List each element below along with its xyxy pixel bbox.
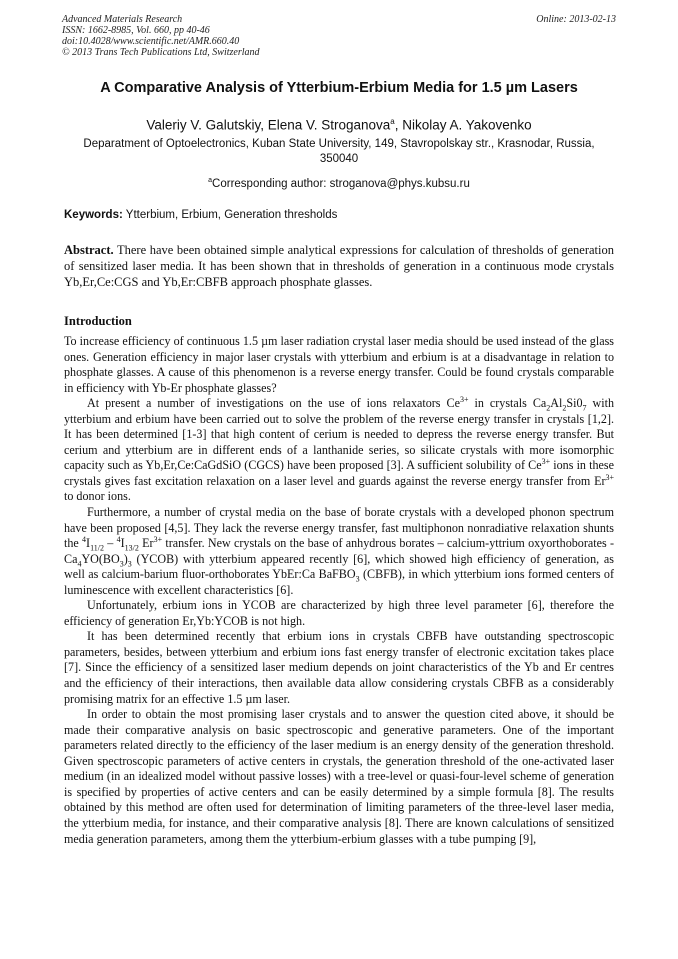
corr-email[interactable]: Corresponding author: stroganova@phys.kubsu.ru bbox=[212, 177, 470, 190]
paper-title: A Comparative Analysis of Ytterbium-Erbium Media for 1.5 µm Lasers bbox=[100, 80, 578, 96]
paragraph-1: To increase efficiency of continuous 1.5 µm laser radiation crystal laser media should be used instead of the glass ones. Generation efficiency in major laser crystals with ytterbium and erbium is at a disadvantage in relation to phosphate glasses. A cause of this phenomenon is a reverse energy transfer. Could be found crystals comparable in efficiency with Yb-Er phosphate glasses? bbox=[64, 334, 614, 395]
author-affil-marker: a bbox=[390, 117, 395, 126]
keywords-label: Keywords: bbox=[64, 209, 123, 221]
paragraph-6: In order to obtain the most promising laser crystals and to answer the question cited above, it should be made their comparative analysis on basic spectroscopic and generative parameters. One of the important parameters related directly to the efficiency of the laser medium is an energy density of the generation threshold. Given spectroscopic parameters of active centers in crystals, the generation threshold of the one-activated laser medium (in an idealized model without passive losses) with a tree-level or quasi-four-level scheme of generation is specified by properties of active centers and can be easily determined by a simple formula [8]. The results obtained by this method are often used for determination of limiting parameters of the three-level laser media, the ytterbium media, for instance, and their comparative analysis [8]. There are known calculations of sensitized media generation parameters, among them the ytterbium-erbium glasses with a tube pumping [9], bbox=[64, 707, 614, 846]
author-names-2: , Nikolay A. Yakovenko bbox=[394, 117, 532, 133]
paragraph-5: It has been determined recently that erbium ions in crystals CBFB have outstanding spectroscopic parameters, besides, between ytterbium and erbium ions fast energy transfer of electronic excitation takes place [7]. Since the efficiency of a sensitized laser medium depends on joint characteristics of the Yb and Er centres and the efficiency of their interactions, then available data allow considering crystals CBFB as a considerably promising matrix for an effective 1.5 µm laser. bbox=[64, 629, 614, 706]
section-heading-introduction: Introduction bbox=[64, 314, 132, 328]
author-list bbox=[40, 113, 638, 135]
abstract-text: There have been obtained simple analytical expressions for calculation of thresholds of generation of sensitized laser media. It has been shown that in thresholds of generation in a continuous mode crystals Yb,Er,Ce:CGS and Yb,Er:CBFB approach phosphate glasses. bbox=[64, 243, 614, 289]
abstract-label: Abstract. bbox=[64, 243, 114, 257]
doi-line[interactable]: doi:10.4028/www.scientific.net/AMR.660.40 bbox=[62, 36, 240, 47]
corresponding-author bbox=[40, 173, 638, 192]
online-date: Online: 2013-02-13 bbox=[536, 14, 616, 25]
copyright-line: © 2013 Trans Tech Publications Ltd, Switzerland bbox=[62, 47, 260, 58]
author-names-1: Valeriy V. Galutskiy, Elena V. Stroganova bbox=[146, 117, 391, 133]
journal-name: Advanced Materials Research bbox=[62, 14, 183, 25]
keywords bbox=[64, 208, 616, 223]
keywords-text: Ytterbium, Erbium, Generation thresholds bbox=[122, 209, 338, 221]
paragraph-3: Furthermore, a number of crystal media on the base of borate crystals with a developed phonon spectrum have been proposed [4,5]. They lack the reverse energy transfer, fast multiphonon nonradiative relaxation shunts the $^4I_{11/2} - ^4I_{13/2}$ $Er^{3+}$ transfer. New crystals on the base of anhydrous borates – calcium-yttrium oxyorthoborates - $Ca_4YO(BO_3)_3$ (YCOB) with ytterbium appeared recently [6], which showed high efficiency of generation, as well as calcium-barium fluor-orthoborates YbEr:Ca BaFBO$_3$ (CBFB), in which ytterbium ions formed centers of luminescence with excellent characteristics [6]. bbox=[64, 505, 614, 597]
corr-marker: a bbox=[208, 177, 213, 184]
issn-line: ISSN: 1662-8985, Vol. 660, pp 40-46 bbox=[62, 25, 210, 36]
abstract bbox=[64, 242, 614, 290]
paragraph-2: At present a number of investigations on the use of ions relaxators $Ce^{3+}$ in crystals $Ca_2Al_2Si0_7$ with ytterbium and erbium have been carried out to solve the problem of the reverse energy transfer in crystals [1,2]. It has been determined [1-3] that high content of cerium is needed to depress the reverse energy transfer. But cerium and ytterbium are in different ends of a lanthanide series, so silicate crystals with more isomorphic capacity such as Yb,Er,Ce:CaGdSiO (CGCS) have been proposed [3]. A sufficient solubility of $Ce^{3+}$ ions in these crystals gives fast excitation relaxation on a laser level and guards against the reverse energy transfer from $Er^{3+}$ to donor ions. bbox=[64, 395, 615, 504]
journal-header bbox=[62, 14, 616, 58]
paragraph-4: Unfortunately, erbium ions in YCOB are characterized by high three level parameter [6], therefore the efficiency of generation Er,Yb:YCOB is not high. bbox=[64, 598, 614, 628]
introduction-body bbox=[64, 334, 614, 847]
affiliation: Deparatment of Optoelectronics, Kuban State University, 149, Stavropolskay str., Krasnodar, Russia, 350040 bbox=[83, 138, 595, 165]
